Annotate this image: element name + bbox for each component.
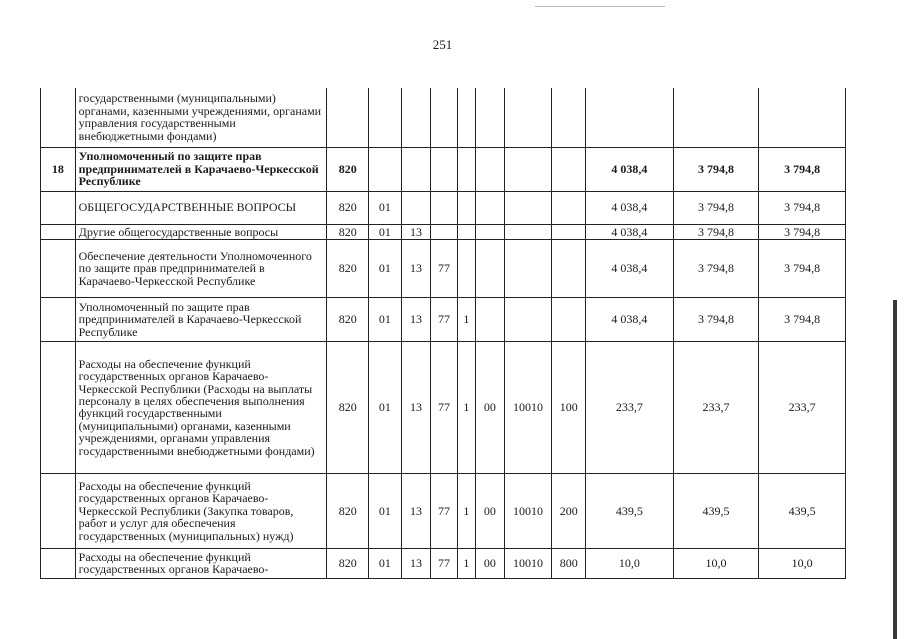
cell-section: [369, 147, 402, 191]
cell-year-1: 4 038,4: [586, 147, 674, 191]
cell-year-2: 3 794,8: [673, 239, 759, 297]
cell-subprogram: 1: [457, 297, 475, 341]
cell-year-3: 3 794,8: [759, 224, 846, 239]
row-number: [41, 548, 76, 578]
cell-direction: [504, 88, 552, 147]
cell-section: 01: [369, 224, 402, 239]
cell-program: [431, 147, 457, 191]
cell-section: 01: [369, 341, 402, 473]
cell-year-2: 3 794,8: [673, 147, 759, 191]
scan-artifact-edge: [893, 300, 897, 639]
cell-expense-type: [552, 88, 586, 147]
cell-subsection: 13: [401, 239, 431, 297]
page-number: 251: [432, 37, 453, 52]
cell-direction: [504, 191, 552, 224]
cell-subprogram: 1: [457, 341, 475, 473]
cell-ministry: 820: [327, 473, 369, 548]
cell-direction: 10010: [504, 548, 552, 578]
cell-year-1: 4 038,4: [586, 191, 674, 224]
cell-subprogram: [457, 239, 475, 297]
cell-expense-type: [552, 147, 586, 191]
table-row: [41, 239, 846, 297]
cell-subprogram: [457, 224, 475, 239]
cell-year-2: 3 794,8: [673, 191, 759, 224]
cell-ministry: 820: [327, 297, 369, 341]
cell-year-1: 233,7: [586, 341, 674, 473]
cell-year-3: 439,5: [759, 473, 846, 548]
row-number: [41, 239, 76, 297]
cell-ministry: 820: [327, 147, 369, 191]
row-number: [41, 191, 76, 224]
cell-year-3: 3 794,8: [759, 239, 846, 297]
scan-artifact-top: [535, 6, 665, 7]
cell-section: 01: [369, 191, 402, 224]
cell-program: [431, 191, 457, 224]
cell-year-3: 10,0: [759, 548, 846, 578]
cell-year-3: 3 794,8: [759, 147, 846, 191]
cell-year-1: 4 038,4: [586, 297, 674, 341]
cell-year-2: 439,5: [673, 473, 759, 548]
table-row: [41, 341, 846, 473]
cell-program: 77: [431, 239, 457, 297]
cell-expense-type: [552, 297, 586, 341]
cell-ministry: 820: [327, 191, 369, 224]
cell-ministry: 820: [327, 239, 369, 297]
cell-subprogram: 1: [457, 473, 475, 548]
cell-event: [476, 239, 505, 297]
cell-direction: [504, 147, 552, 191]
cell-year-1: [586, 88, 674, 147]
row-name: ОБЩЕГОСУДАРСТВЕННЫЕ ВОПРОСЫ: [75, 191, 327, 224]
table-row: [41, 147, 846, 191]
cell-expense-type: 800: [552, 548, 586, 578]
cell-direction: [504, 297, 552, 341]
cell-program: 77: [431, 473, 457, 548]
cell-event: 00: [476, 341, 505, 473]
cell-expense-type: [552, 191, 586, 224]
cell-subsection: 13: [401, 297, 431, 341]
cell-year-2: 3 794,8: [673, 297, 759, 341]
row-name: Расходы на обеспечение функций государственных органов Карачаево-Черкесской Республики (Расходы на выплаты персоналу в целях обеспечения выполнения функций государственными (муниципальными) органами, казенными учреждениями, органами управления государственными внебюджетными фондами): [75, 341, 327, 473]
row-name: Расходы на обеспечение функций государственных органов Карачаево-: [75, 548, 327, 578]
cell-ministry: [327, 88, 369, 147]
cell-year-3: 233,7: [759, 341, 846, 473]
table-row: [41, 191, 846, 224]
table-row: [41, 473, 846, 548]
cell-event: 00: [476, 473, 505, 548]
cell-expense-type: 200: [552, 473, 586, 548]
cell-year-3: 3 794,8: [759, 191, 846, 224]
cell-year-3: [759, 88, 846, 147]
budget-table: [40, 88, 846, 579]
cell-subprogram: 1: [457, 548, 475, 578]
table-row: [41, 548, 846, 578]
cell-year-3: 3 794,8: [759, 297, 846, 341]
cell-direction: 10010: [504, 341, 552, 473]
cell-year-2: 10,0: [673, 548, 759, 578]
cell-ministry: 820: [327, 341, 369, 473]
cell-program: 77: [431, 297, 457, 341]
cell-subsection: [401, 191, 431, 224]
cell-year-2: [673, 88, 759, 147]
row-name: Другие общегосударственные вопросы: [75, 224, 327, 239]
table-row: [41, 88, 846, 147]
cell-subsection: 13: [401, 341, 431, 473]
cell-year-1: 4 038,4: [586, 239, 674, 297]
cell-program: 77: [431, 341, 457, 473]
cell-program: 77: [431, 548, 457, 578]
table-row: [41, 297, 846, 341]
row-number: [41, 341, 76, 473]
cell-event: [476, 88, 505, 147]
table-row: [41, 224, 846, 239]
cell-section: 01: [369, 548, 402, 578]
cell-ministry: 820: [327, 224, 369, 239]
cell-event: [476, 147, 505, 191]
row-number: [41, 224, 76, 239]
cell-year-1: 4 038,4: [586, 224, 674, 239]
cell-subsection: [401, 88, 431, 147]
cell-year-1: 439,5: [586, 473, 674, 548]
cell-year-1: 10,0: [586, 548, 674, 578]
cell-event: [476, 297, 505, 341]
cell-subprogram: [457, 147, 475, 191]
row-name: Уполномоченный по защите прав предпринимателей в Карачаево-Черкесской Республике: [75, 297, 327, 341]
cell-year-2: 233,7: [673, 341, 759, 473]
cell-section: 01: [369, 239, 402, 297]
row-number: [41, 88, 76, 147]
cell-subsection: [401, 147, 431, 191]
cell-program: [431, 224, 457, 239]
row-number: 18: [41, 147, 76, 191]
cell-expense-type: 100: [552, 341, 586, 473]
row-number: [41, 297, 76, 341]
cell-subprogram: [457, 191, 475, 224]
cell-section: [369, 88, 402, 147]
row-name: Уполномоченный по защите прав предпринимателей в Карачаево-Черкесской Республике: [75, 147, 327, 191]
cell-direction: [504, 239, 552, 297]
cell-ministry: 820: [327, 548, 369, 578]
cell-direction: [504, 224, 552, 239]
cell-subsection: 13: [401, 473, 431, 548]
row-number: [41, 473, 76, 548]
cell-subprogram: [457, 88, 475, 147]
cell-year-2: 3 794,8: [673, 224, 759, 239]
cell-event: [476, 224, 505, 239]
row-name: Обеспечение деятельности Уполномоченного по защите прав предпринимателей в Карачаево-Черкесской Республике: [75, 239, 327, 297]
row-name: Расходы на обеспечение функций государственных органов Карачаево-Черкесской Республики (Закупка товаров, работ и услуг для обеспечения государственных (муниципальных) нужд): [75, 473, 327, 548]
cell-event: [476, 191, 505, 224]
cell-program: [431, 88, 457, 147]
cell-section: 01: [369, 473, 402, 548]
cell-direction: 10010: [504, 473, 552, 548]
row-name: государственными (муниципальными) органами, казенными учреждениями, органами управления государственными внебюджетными фондами): [75, 88, 327, 147]
cell-event: 00: [476, 548, 505, 578]
cell-section: 01: [369, 297, 402, 341]
cell-expense-type: [552, 239, 586, 297]
cell-expense-type: [552, 224, 586, 239]
cell-subsection: 13: [401, 548, 431, 578]
cell-subsection: 13: [401, 224, 431, 239]
